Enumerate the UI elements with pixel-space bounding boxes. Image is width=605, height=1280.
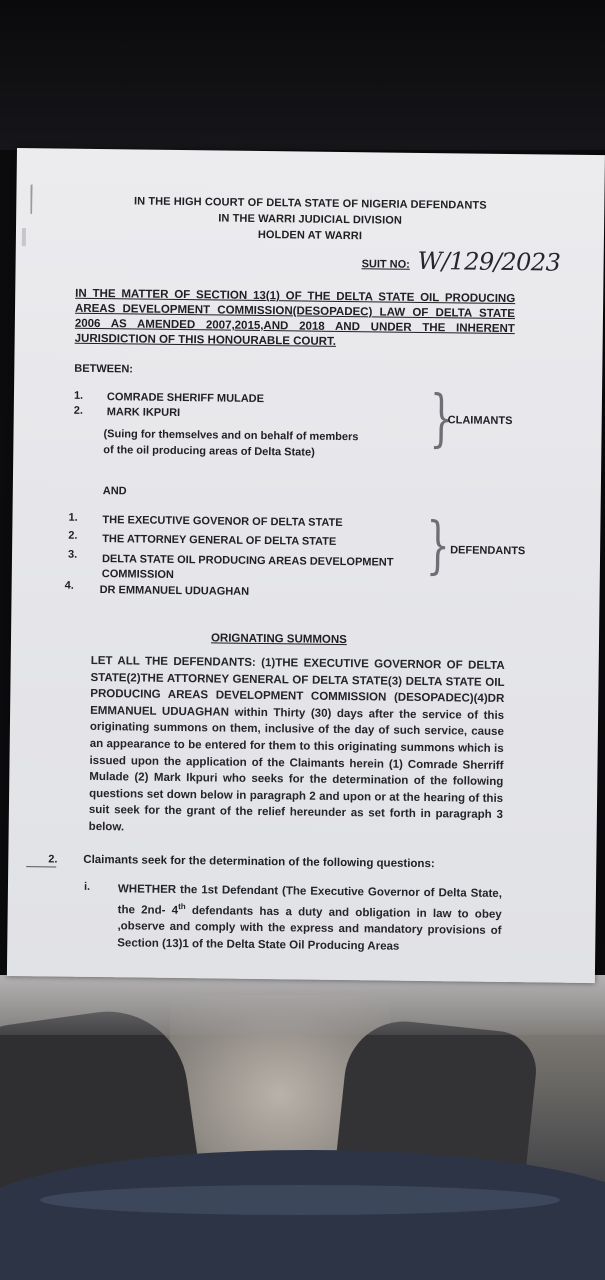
matter-line-1: IN THE MATTER OF SECTION 13(1) OF THE DELTA STATE OIL PRODUCING [75,287,516,306]
defendant-name: DR EMMANUEL UDUAGHAN [99,584,250,598]
suit-number-handwritten: W/129/2023 [417,246,561,277]
court-header-line-2: IN THE WARRI JUDICIAL DIVISION [218,212,403,227]
background-floor [0,975,605,1280]
defendants-role-label: DEFENDANTS [450,544,526,558]
question-1-part-2: defendants has a duty and obligation in law to obey ,observe and comply with the express and mandatory provisions of Section (13)1 of the Delta State Oil Producing Areas [117,904,502,953]
defendant-name-continued: COMMISSION [101,568,174,581]
defendant-name: DELTA STATE OIL PRODUCING AREAS DEVELOPMENT [101,553,394,569]
question-1-part-1: WHETHER the 1st Defendant (The Executive Governor of Delta State, the 2nd- 4 [117,883,502,917]
matter-line-3: 2006 AS AMENDED 2007,2015,AND 2018 AND UNDER THE INHERENT [74,317,515,336]
question-1-text [117,881,502,957]
defendant-number: 1. [68,511,78,524]
court-document-page [7,148,605,983]
claimant-number: 2. [73,404,84,417]
court-header-line-3: HOLDEN AT WARRI [257,228,363,243]
matter-line-2: AREAS DEVELOPMENT COMMISSION(DESOPADEC) LAW OF DELTA STATE [74,302,516,321]
question-number: i. [83,880,91,893]
background-dark-surface [0,0,605,150]
defendant-number: 2. [68,529,78,542]
originating-summons-title: ORIGNATING SUMMONS [210,632,347,647]
defendant-number: 3. [67,548,78,561]
question-1-superscript: th [178,901,186,911]
claimant-number: 1. [73,389,84,402]
claimant-name: COMRADE SHERIFF MULADE [106,391,265,406]
claimant-name: MARK IKPURI [106,406,181,420]
defendants-brace: } [425,508,451,582]
and-label: AND [102,485,127,498]
claimants-brace: } [429,381,454,455]
defendant-number: 4. [64,579,74,592]
fabric-fold [40,1185,560,1215]
defendant-name: THE EXECUTIVE GOVENOR OF DELTA STATE [102,514,343,530]
in-the-matter-heading [75,287,516,352]
blue-fabric [0,1150,605,1280]
paragraph-2-number: 2. [48,853,58,866]
glass-table-reflection [0,975,605,1035]
defendant-name: THE ATTORNEY GENERAL OF DELTA STATE [102,533,337,548]
claimants-role-label: CLAIMANTS [447,414,513,428]
matter-line-4: JURISDICTION OF THIS HONOURABLE COURT. [74,332,337,348]
between-label: BETWEEN: [74,362,134,376]
claimants-capacity-note: (Suing for themselves and on behalf of members of the oil producing areas of Delta State) [103,428,359,459]
originating-summons-body: LET ALL THE DEFENDANTS: (1)THE EXECUTIVE GOVERNOR OF DELTA STATE(2)THE ATTORNEY GENERAL OF DELTA STATE(3) DELTA STATE OIL PRODUCING AREAS DEVELOPMENT COMMISSION (DESOPADEC)(4)DR EMMANUEL UDUAGHAN within Thirty (30) days after the service of this originating summons on them, inclusive of the day of such service, cause an appearance to be entered for them to this originating summons which is issued upon the application of the Claimants herein (1) Comrade Sherriff Mulade (2) Mark Ikpuri who seeks for the determination of the following questions set down below in paragraph 2 and upon or at the hearing of this suit seek for the grant of the relief hereunder as set forth in paragraph 3 below. [88,654,505,834]
suit-number-label: SUIT NO: [361,258,410,271]
paragraph-2-margin-rule [26,866,56,867]
court-header-line-1: IN THE HIGH COURT OF DELTA STATE OF NIGERIA DEFENDANTS [133,195,487,212]
paragraph-2-text: Claimants seek for the determination of the following questions: [83,853,435,871]
